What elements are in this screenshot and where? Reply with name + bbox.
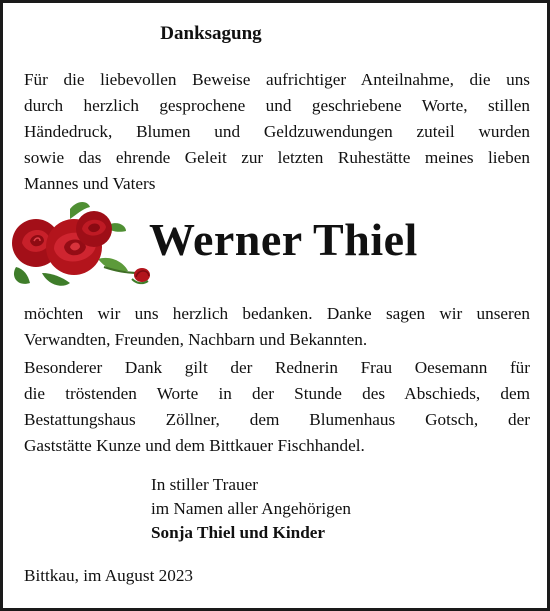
special-line: Besonderer Dank gilt der Rednerin Frau Oesemann für (24, 358, 530, 377)
thanks-paragraph (24, 301, 530, 353)
deceased-name: Werner Thiel (149, 214, 418, 265)
intro-line: Für die liebevollen Beweise aufrichtiger Anteilnahme, die uns (24, 70, 530, 89)
red-roses-image (8, 197, 158, 293)
notice-heading: Danksagung (160, 23, 262, 44)
intro-line: Händedruck, Blumen und Geldzuwendungen zuteil wurden (24, 122, 530, 141)
intro-line: Mannes und Vaters (24, 174, 156, 193)
intro-line: durch herzlich gesprochene und geschriebene Worte, stillen (24, 96, 530, 115)
signature-names: Sonja Thiel und Kinder (151, 523, 326, 542)
thanks-line: möchten wir uns herzlich bedanken. Danke sagen wir unseren (24, 304, 530, 323)
special-thanks-paragraph (24, 355, 530, 459)
thanks-line: Verwandten, Freunden, Nachbarn und Bekannten. (24, 330, 368, 349)
signature-line: im Namen aller Angehörigen (151, 499, 351, 518)
signature-line: In stiller Trauer (151, 475, 258, 494)
place-date: Bittkau, im August 2023 (24, 566, 194, 585)
special-line: Bestattungshaus Zöllner, dem Blumenhaus Gotsch, der (24, 410, 530, 429)
intro-paragraph (24, 67, 530, 197)
special-line: Gaststätte Kunze und dem Bittkauer Fischhandel. (24, 436, 365, 455)
signature-block (151, 473, 351, 545)
special-line: die tröstenden Worte in der Stunde des Abschieds, dem (24, 384, 530, 403)
intro-line: sowie das ehrende Geleit zur letzten Ruhestätte meines lieben (24, 148, 530, 167)
